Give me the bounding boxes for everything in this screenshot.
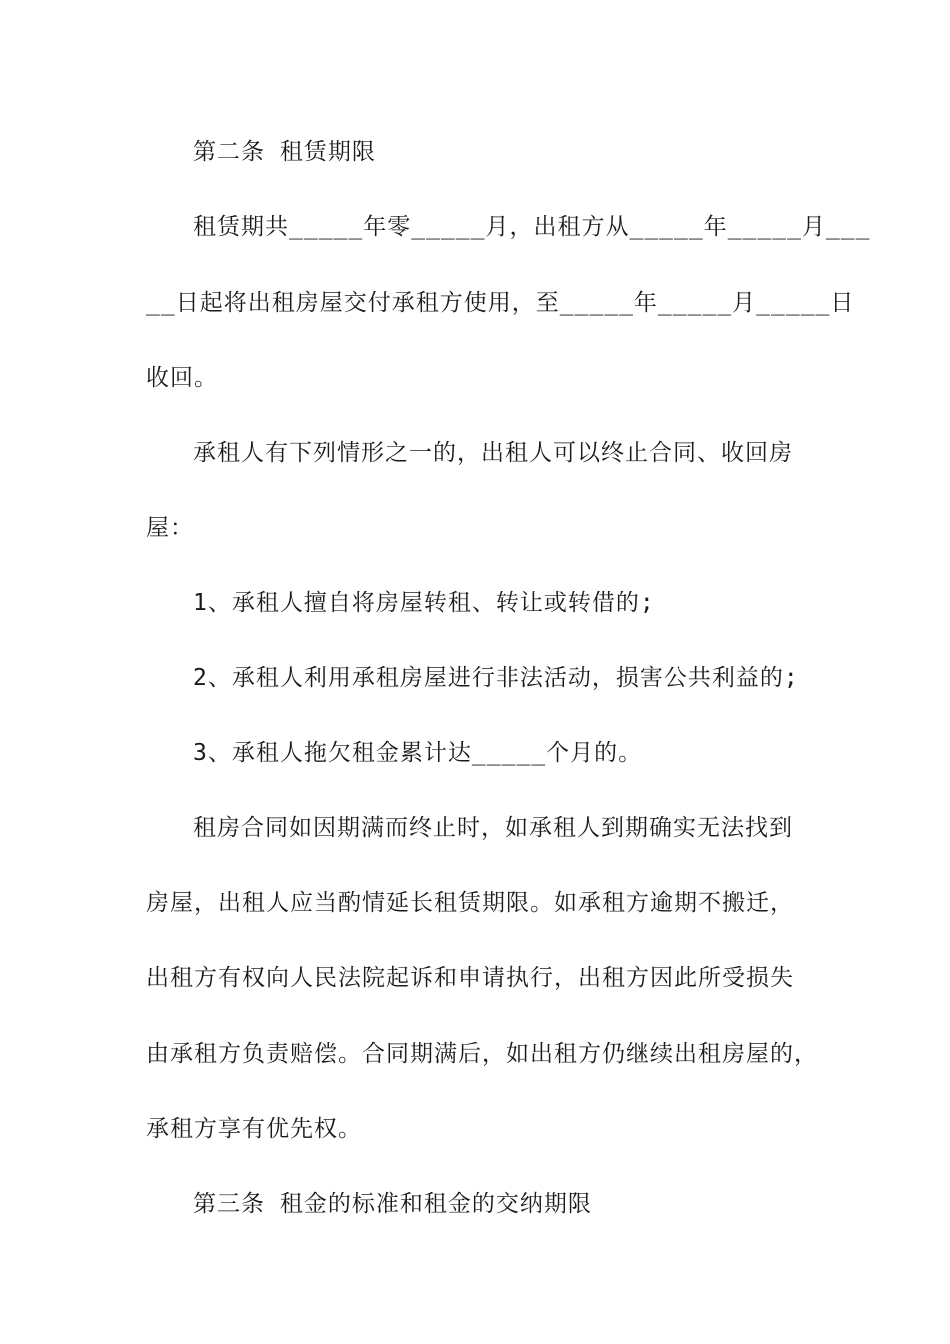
paragraph-line: 房屋，出租人应当酌情延长租赁期限。如承租方逾期不搬迁， (146, 890, 794, 916)
paragraph-line: 由承租方负责赔偿。合同期满后，如出租方仍继续出租房屋的， (146, 1041, 818, 1067)
paragraph-line: 承租方享有优先权。 (146, 1116, 362, 1142)
list-item: 1、承租人擅自将房屋转租、转让或转借的; (193, 590, 655, 616)
section-heading-term: 第二条 租赁期限 (193, 139, 376, 165)
list-item: 3、承租人拖欠租金累计达_____个月的。 (193, 740, 643, 766)
paragraph-line: 出租方有权向人民法院起诉和申请执行，出租方因此所受损失 (146, 965, 794, 991)
paragraph-line: 屋： (146, 515, 194, 541)
list-item: 2、承租人利用承租房屋进行非法活动，损害公共利益的; (193, 665, 799, 691)
paragraph-line: 租房合同如因期满而终止时，如承租人到期确实无法找到 (193, 815, 793, 841)
paragraph-line: 收回。 (146, 365, 218, 391)
paragraph-line: 租赁期共_____年零_____月，出租方从_____年_____月___ (193, 214, 871, 240)
paragraph-line: __日起将出租房屋交付承租方使用，至_____年_____月_____日 (146, 290, 855, 316)
section-heading-rent: 第三条 租金的标准和租金的交纳期限 (193, 1191, 592, 1217)
paragraph-line: 承租人有下列情形之一的，出租人可以终止合同、收回房 (193, 440, 793, 466)
